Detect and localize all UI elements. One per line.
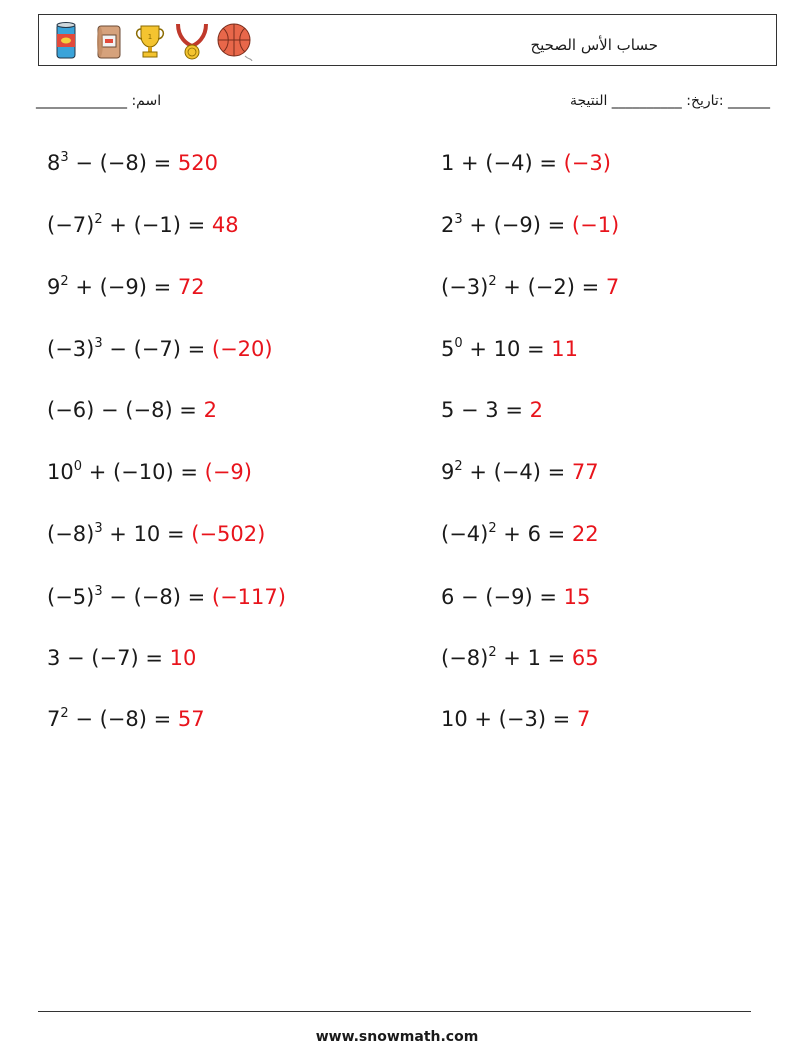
answer: 2 [203, 398, 217, 422]
answer: (−9) [204, 460, 252, 484]
answer: (−20) [211, 337, 273, 361]
header-box [38, 14, 777, 66]
problem-18: $(-8)^2 + 1 = 65$ [441, 645, 599, 670]
problem-14: $(-4)^2 + 6 = 22$ [441, 521, 599, 546]
answer: 65 [571, 646, 599, 670]
answer: (−1) [571, 213, 620, 237]
medal-icon [173, 20, 211, 62]
problem-5: $9^2 + (-9) = 72$ [47, 274, 205, 299]
problem-13: $(-8)^3 + 10 = (-502)$ [47, 521, 266, 546]
answer: 15 [563, 585, 591, 609]
answer: 57 [177, 707, 205, 731]
problem-8: $5^0 + 10 = 11$ [441, 336, 579, 361]
band-aid-icon [89, 20, 127, 62]
answer: 77 [571, 460, 599, 484]
problem-3: $(-7)^2 + (-1) = 48$ [47, 212, 239, 237]
problem-15: $(-5)^3 - (-8) = (-117)$ [47, 584, 286, 609]
problem-2: 1 + (−4) = (−3) [441, 151, 611, 175]
problem-19: $7^2 - (-8) = 57$ [47, 706, 205, 731]
answer: 10 [169, 646, 197, 670]
answer: (−3) [563, 151, 611, 175]
footer-divider [38, 1011, 751, 1012]
svg-text:1: 1 [147, 33, 153, 41]
problem-1: $8^3 - (-8) = 520$ [47, 150, 218, 175]
problem-6: $(-3)^2 + (-2) = 7$ [441, 274, 620, 299]
answer: 520 [177, 151, 218, 175]
answer: 22 [571, 522, 599, 546]
answer: (−502) [191, 522, 266, 546]
footer-url[interactable]: www.snowmath.com [315, 1029, 479, 1045]
answer: 72 [177, 275, 205, 299]
problem-12: $9^2 + (-4) = 77$ [441, 459, 599, 484]
basketball-icon [215, 20, 253, 62]
header-icons [47, 20, 253, 62]
answer: 48 [211, 213, 239, 237]
problem-9: (−6) − (−8) = 2 [47, 398, 217, 422]
problem-16: 6 − (−9) = 15 [441, 585, 591, 609]
date-score-fields: ______ :تاريخ: __________ النتيجة [569, 93, 770, 109]
name-field: اسم: _____________ [36, 93, 162, 109]
trophy-icon [131, 20, 169, 62]
problem-20: 10 + (−3) = 7 [441, 707, 591, 731]
problem-11: $10^0 + (-10) = (-9)$ [47, 459, 252, 484]
answer: 7 [605, 275, 620, 299]
answer: (−117) [211, 585, 286, 609]
can-icon [47, 20, 85, 62]
problem-7: $(-3)^3 - (-7) = (-20)$ [47, 336, 273, 361]
problem-17: 3 − (−7) = 10 [47, 646, 197, 670]
problem-4: $2^3 + (-9) = (-1)$ [441, 212, 620, 237]
answer: 11 [551, 337, 579, 361]
worksheet-title: حساب الأس الصحيح [530, 36, 658, 54]
answer: 7 [576, 707, 591, 731]
problem-10: 5 − 3 = 2 [441, 398, 543, 422]
answer: 2 [529, 398, 543, 422]
